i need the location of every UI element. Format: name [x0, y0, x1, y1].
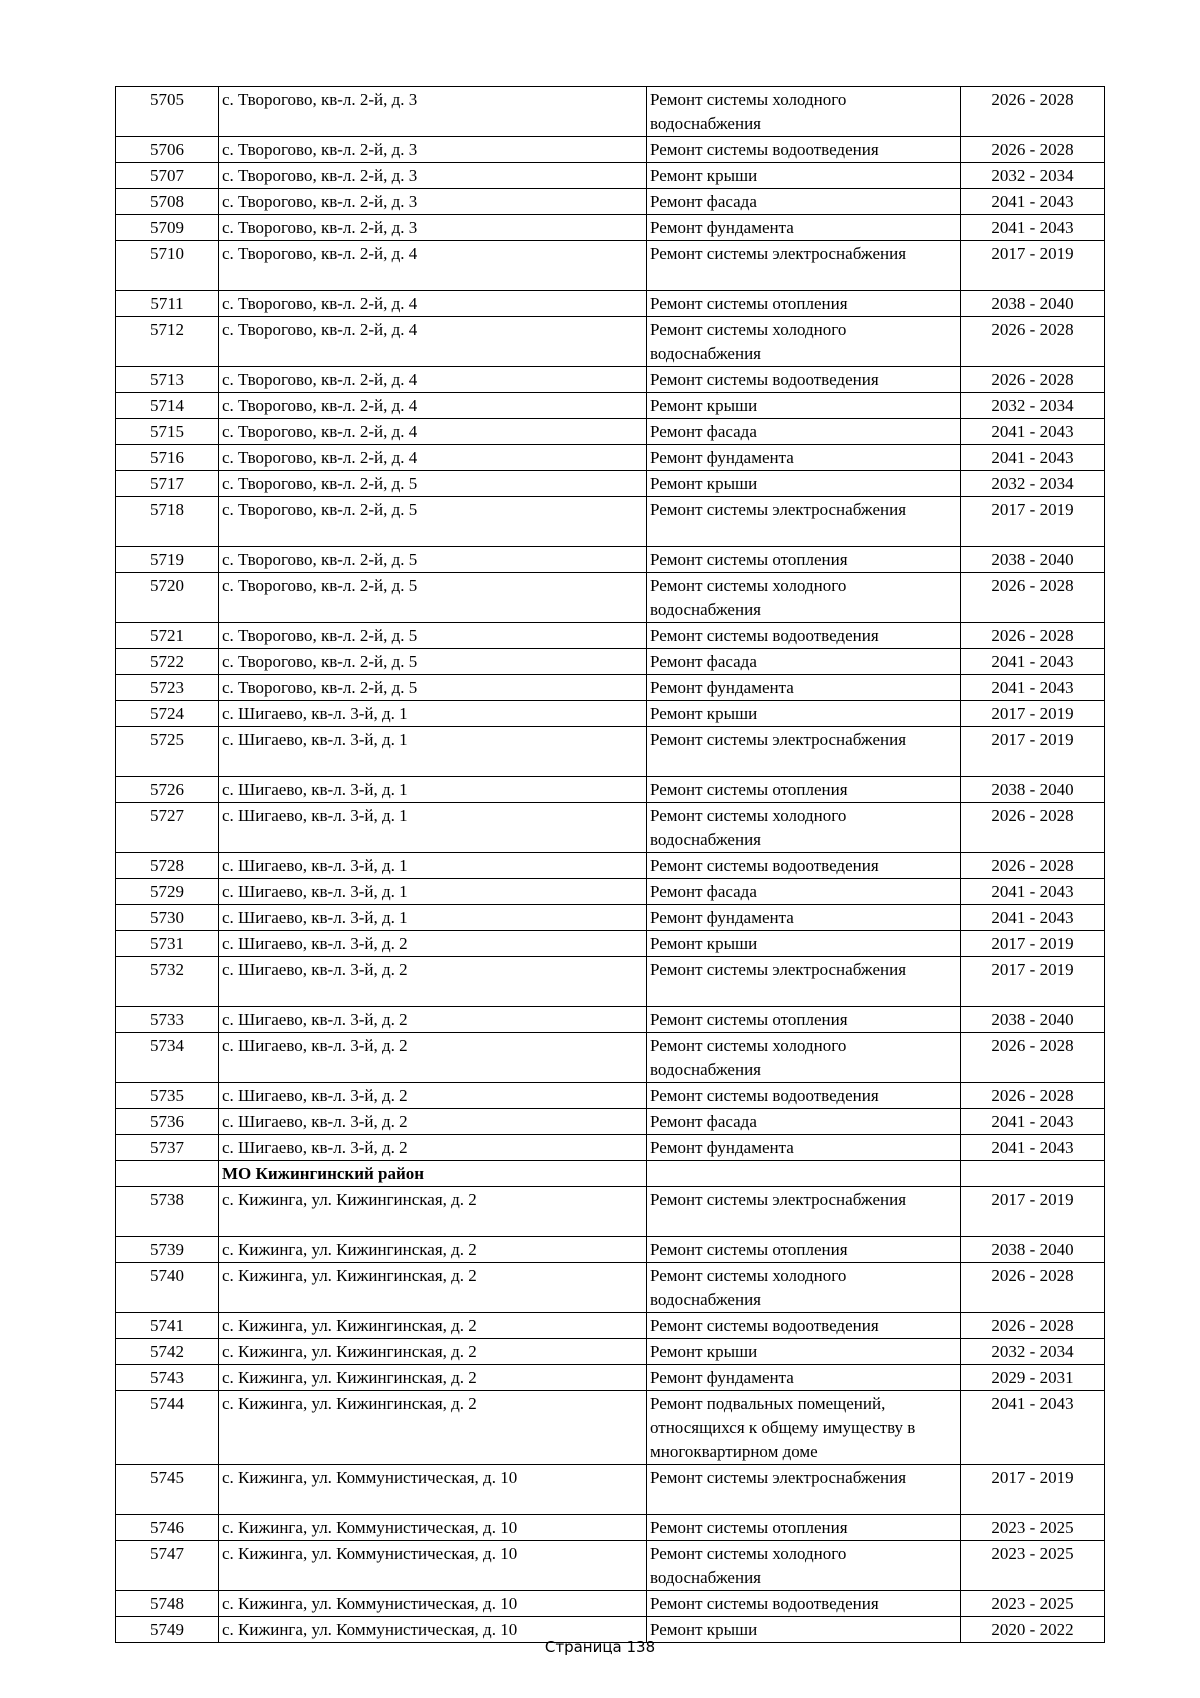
period-cell: 2041 - 2043 [961, 649, 1105, 675]
row-number-cell: 5731 [116, 931, 219, 957]
period-cell [961, 1161, 1105, 1187]
work-type-cell: Ремонт подвальных помещений, относящихся к общему имуществу в многоквартирном доме [647, 1390, 961, 1465]
address-cell: с. Кижинга, ул. Кижингинская, д. 2 [219, 1338, 647, 1364]
address-cell: с. Кижинга, ул. Коммунистическая, д. 10 [219, 1515, 647, 1541]
table-row [116, 471, 1105, 497]
address-cell: с. Шигаево, кв-л. 3-й, д. 2 [219, 1109, 647, 1135]
table-row [116, 87, 1105, 137]
row-number-cell: 5747 [116, 1541, 219, 1591]
work-type-cell: Ремонт системы водоотведения [647, 1312, 961, 1338]
period-cell: 2023 - 2025 [961, 1591, 1105, 1617]
period-cell: 2038 - 2040 [961, 291, 1105, 317]
period-cell: 2041 - 2043 [961, 905, 1105, 931]
address-cell: с. Шигаево, кв-л. 3-й, д. 1 [219, 701, 647, 727]
work-type-cell: Ремонт системы электроснабжения [647, 727, 961, 777]
period-cell: 2026 - 2028 [961, 623, 1105, 649]
table-row [116, 623, 1105, 649]
row-number-cell: 5710 [116, 241, 219, 291]
period-cell: 2017 - 2019 [961, 931, 1105, 957]
work-type-cell: Ремонт крыши [647, 163, 961, 189]
row-number-cell: 5740 [116, 1262, 219, 1312]
period-cell: 2017 - 2019 [961, 701, 1105, 727]
table-row [116, 879, 1105, 905]
table-row [116, 727, 1105, 777]
table-row [116, 1083, 1105, 1109]
table-row [116, 1312, 1105, 1338]
table-row [116, 675, 1105, 701]
page-number: Страница 138 [544, 1638, 656, 1656]
period-cell: 2017 - 2019 [961, 1465, 1105, 1515]
work-type-cell: Ремонт системы холодного водоснабжения [647, 803, 961, 853]
address-cell: с. Творогово, кв-л. 2-й, д. 4 [219, 419, 647, 445]
period-cell: 2041 - 2043 [961, 189, 1105, 215]
table-row [116, 1541, 1105, 1591]
table-row [116, 1591, 1105, 1617]
work-type-cell: Ремонт системы электроснабжения [647, 957, 961, 1007]
address-cell: с. Шигаево, кв-л. 3-й, д. 1 [219, 727, 647, 777]
work-type-cell: Ремонт крыши [647, 1338, 961, 1364]
period-cell: 2041 - 2043 [961, 419, 1105, 445]
work-type-cell: Ремонт крыши [647, 931, 961, 957]
table-row [116, 573, 1105, 623]
work-type-cell: Ремонт системы холодного водоснабжения [647, 317, 961, 367]
address-cell: с. Шигаево, кв-л. 3-й, д. 2 [219, 1083, 647, 1109]
period-cell: 2026 - 2028 [961, 803, 1105, 853]
repair-schedule-table [115, 86, 1105, 1643]
address-cell: с. Кижинга, ул. Кижингинская, д. 2 [219, 1390, 647, 1465]
row-number-cell: 5712 [116, 317, 219, 367]
row-number-cell: 5734 [116, 1033, 219, 1083]
work-type-cell: Ремонт системы электроснабжения [647, 1186, 961, 1236]
row-number-cell: 5737 [116, 1135, 219, 1161]
period-cell: 2023 - 2025 [961, 1541, 1105, 1591]
row-number-cell: 5708 [116, 189, 219, 215]
work-type-cell: Ремонт крыши [647, 471, 961, 497]
period-cell: 2017 - 2019 [961, 957, 1105, 1007]
work-type-cell: Ремонт фасада [647, 189, 961, 215]
table-row [116, 215, 1105, 241]
table-row [116, 1033, 1105, 1083]
work-type-cell: Ремонт фундамента [647, 445, 961, 471]
address-cell: с. Творогово, кв-л. 2-й, д. 4 [219, 241, 647, 291]
work-type-cell: Ремонт крыши [647, 701, 961, 727]
table-row [116, 905, 1105, 931]
period-cell: 2041 - 2043 [961, 879, 1105, 905]
table-row [116, 547, 1105, 573]
work-type-cell: Ремонт системы отопления [647, 777, 961, 803]
row-number-cell: 5720 [116, 573, 219, 623]
address-cell: с. Шигаево, кв-л. 3-й, д. 2 [219, 1033, 647, 1083]
address-cell: с. Творогово, кв-л. 2-й, д. 3 [219, 163, 647, 189]
table-row [116, 1390, 1105, 1465]
row-number-cell: 5713 [116, 367, 219, 393]
work-type-cell: Ремонт системы водоотведения [647, 137, 961, 163]
table-row [116, 189, 1105, 215]
address-cell: с. Творогово, кв-л. 2-й, д. 4 [219, 367, 647, 393]
period-cell: 2026 - 2028 [961, 317, 1105, 367]
table-body [116, 87, 1105, 1643]
row-number-cell: 5709 [116, 215, 219, 241]
work-type-cell: Ремонт фундамента [647, 215, 961, 241]
address-cell: с. Кижинга, ул. Коммунистическая, д. 10 [219, 1617, 647, 1643]
work-type-cell: Ремонт системы электроснабжения [647, 241, 961, 291]
table-row [116, 497, 1105, 547]
work-type-cell: Ремонт фасада [647, 649, 961, 675]
work-type-cell [647, 1161, 961, 1187]
period-cell: 2026 - 2028 [961, 1262, 1105, 1312]
work-type-cell: Ремонт системы отопления [647, 1515, 961, 1541]
period-cell: 2026 - 2028 [961, 1312, 1105, 1338]
period-cell: 2041 - 2043 [961, 1390, 1105, 1465]
row-number-cell: 5722 [116, 649, 219, 675]
period-cell: 2032 - 2034 [961, 163, 1105, 189]
period-cell: 2020 - 2022 [961, 1617, 1105, 1643]
table-row [116, 853, 1105, 879]
period-cell: 2041 - 2043 [961, 445, 1105, 471]
period-cell: 2041 - 2043 [961, 1109, 1105, 1135]
row-number-cell [116, 1161, 219, 1187]
address-cell: с. Творогово, кв-л. 2-й, д. 3 [219, 137, 647, 163]
address-cell: с. Творогово, кв-л. 2-й, д. 5 [219, 547, 647, 573]
table-row [116, 163, 1105, 189]
address-cell: с. Творогово, кв-л. 2-й, д. 5 [219, 649, 647, 675]
work-type-cell: Ремонт системы водоотведения [647, 367, 961, 393]
address-cell: с. Шигаево, кв-л. 3-й, д. 1 [219, 803, 647, 853]
period-cell: 2032 - 2034 [961, 471, 1105, 497]
address-cell: с. Шигаево, кв-л. 3-й, д. 1 [219, 905, 647, 931]
row-number-cell: 5738 [116, 1186, 219, 1236]
row-number-cell: 5732 [116, 957, 219, 1007]
work-type-cell: Ремонт системы отопления [647, 291, 961, 317]
address-cell: с. Шигаево, кв-л. 3-й, д. 2 [219, 1007, 647, 1033]
address-cell: с. Шигаево, кв-л. 3-й, д. 1 [219, 777, 647, 803]
row-number-cell: 5741 [116, 1312, 219, 1338]
period-cell: 2026 - 2028 [961, 853, 1105, 879]
row-number-cell: 5706 [116, 137, 219, 163]
address-cell: с. Шигаево, кв-л. 3-й, д. 1 [219, 879, 647, 905]
work-type-cell: Ремонт крыши [647, 1617, 961, 1643]
table-row [116, 1186, 1105, 1236]
work-type-cell: Ремонт системы водоотведения [647, 623, 961, 649]
row-number-cell: 5736 [116, 1109, 219, 1135]
row-number-cell: 5716 [116, 445, 219, 471]
row-number-cell: 5729 [116, 879, 219, 905]
address-cell: с. Творогово, кв-л. 2-й, д. 3 [219, 87, 647, 137]
work-type-cell: Ремонт фундамента [647, 905, 961, 931]
work-type-cell: Ремонт системы отопления [647, 1236, 961, 1262]
address-cell: с. Кижинга, ул. Кижингинская, д. 2 [219, 1186, 647, 1236]
row-number-cell: 5726 [116, 777, 219, 803]
period-cell: 2041 - 2043 [961, 1135, 1105, 1161]
period-cell: 2041 - 2043 [961, 215, 1105, 241]
address-cell: с. Кижинга, ул. Кижингинская, д. 2 [219, 1262, 647, 1312]
row-number-cell: 5707 [116, 163, 219, 189]
row-number-cell: 5730 [116, 905, 219, 931]
address-cell: с. Кижинга, ул. Кижингинская, д. 2 [219, 1312, 647, 1338]
row-number-cell: 5739 [116, 1236, 219, 1262]
row-number-cell: 5721 [116, 623, 219, 649]
work-type-cell: Ремонт фундамента [647, 1364, 961, 1390]
table-row [116, 1236, 1105, 1262]
work-type-cell: Ремонт системы отопления [647, 547, 961, 573]
period-cell: 2026 - 2028 [961, 573, 1105, 623]
period-cell: 2032 - 2034 [961, 393, 1105, 419]
work-type-cell: Ремонт системы холодного водоснабжения [647, 87, 961, 137]
row-number-cell: 5705 [116, 87, 219, 137]
period-cell: 2017 - 2019 [961, 241, 1105, 291]
period-cell: 2038 - 2040 [961, 1007, 1105, 1033]
address-cell: с. Творогово, кв-л. 2-й, д. 4 [219, 317, 647, 367]
table-row [116, 241, 1105, 291]
row-number-cell: 5719 [116, 547, 219, 573]
address-cell: с. Шигаево, кв-л. 3-й, д. 2 [219, 931, 647, 957]
row-number-cell: 5714 [116, 393, 219, 419]
period-cell: 2017 - 2019 [961, 497, 1105, 547]
address-cell: с. Шигаево, кв-л. 3-й, д. 2 [219, 1135, 647, 1161]
address-cell: с. Творогово, кв-л. 2-й, д. 4 [219, 445, 647, 471]
row-number-cell: 5745 [116, 1465, 219, 1515]
section-header-row [116, 1161, 1105, 1187]
row-number-cell: 5743 [116, 1364, 219, 1390]
work-type-cell: Ремонт системы электроснабжения [647, 497, 961, 547]
address-cell: с. Кижинга, ул. Коммунистическая, д. 10 [219, 1591, 647, 1617]
address-cell: с. Кижинга, ул. Коммунистическая, д. 10 [219, 1465, 647, 1515]
address-cell: с. Шигаево, кв-л. 3-й, д. 1 [219, 853, 647, 879]
work-type-cell: Ремонт фундамента [647, 1135, 961, 1161]
table-row [116, 445, 1105, 471]
row-number-cell: 5723 [116, 675, 219, 701]
table-row [116, 137, 1105, 163]
address-cell: с. Творогово, кв-л. 2-й, д. 5 [219, 497, 647, 547]
period-cell: 2026 - 2028 [961, 1083, 1105, 1109]
table-row [116, 419, 1105, 445]
address-cell: с. Творогово, кв-л. 2-й, д. 3 [219, 215, 647, 241]
work-type-cell: Ремонт фундамента [647, 675, 961, 701]
row-number-cell: 5715 [116, 419, 219, 445]
address-cell: с. Кижинга, ул. Кижингинская, д. 2 [219, 1236, 647, 1262]
work-type-cell: Ремонт системы холодного водоснабжения [647, 1541, 961, 1591]
work-type-cell: Ремонт системы холодного водоснабжения [647, 1262, 961, 1312]
row-number-cell: 5735 [116, 1083, 219, 1109]
period-cell: 2026 - 2028 [961, 137, 1105, 163]
table-row [116, 317, 1105, 367]
work-type-cell: Ремонт системы холодного водоснабжения [647, 573, 961, 623]
work-type-cell: Ремонт системы водоотведения [647, 1591, 961, 1617]
table-row [116, 701, 1105, 727]
address-cell: с. Творогово, кв-л. 2-й, д. 5 [219, 675, 647, 701]
table-row [116, 1262, 1105, 1312]
period-cell: 2038 - 2040 [961, 777, 1105, 803]
period-cell: 2023 - 2025 [961, 1515, 1105, 1541]
table-row [116, 1338, 1105, 1364]
period-cell: 2017 - 2019 [961, 727, 1105, 777]
table-row [116, 777, 1105, 803]
address-cell: с. Шигаево, кв-л. 3-й, д. 2 [219, 957, 647, 1007]
row-number-cell: 5725 [116, 727, 219, 777]
row-number-cell: 5746 [116, 1515, 219, 1541]
row-number-cell: 5724 [116, 701, 219, 727]
row-number-cell: 5718 [116, 497, 219, 547]
work-type-cell: Ремонт системы водоотведения [647, 853, 961, 879]
row-number-cell: 5749 [116, 1617, 219, 1643]
period-cell: 2041 - 2043 [961, 675, 1105, 701]
row-number-cell: 5728 [116, 853, 219, 879]
table-row [116, 803, 1105, 853]
table-row [116, 1515, 1105, 1541]
address-cell: с. Творогово, кв-л. 2-й, д. 4 [219, 291, 647, 317]
work-type-cell: Ремонт фасада [647, 879, 961, 905]
table-row [116, 957, 1105, 1007]
address-cell: с. Кижинга, ул. Кижингинская, д. 2 [219, 1364, 647, 1390]
period-cell: 2029 - 2031 [961, 1364, 1105, 1390]
table-row [116, 1364, 1105, 1390]
table-row [116, 931, 1105, 957]
address-cell: с. Кижинга, ул. Коммунистическая, д. 10 [219, 1541, 647, 1591]
period-cell: 2026 - 2028 [961, 1033, 1105, 1083]
address-cell: с. Творогово, кв-л. 2-й, д. 5 [219, 573, 647, 623]
row-number-cell: 5748 [116, 1591, 219, 1617]
table-row [116, 1007, 1105, 1033]
work-type-cell: Ремонт системы электроснабжения [647, 1465, 961, 1515]
work-type-cell: Ремонт системы отопления [647, 1007, 961, 1033]
work-type-cell: Ремонт системы холодного водоснабжения [647, 1033, 961, 1083]
period-cell: 2017 - 2019 [961, 1186, 1105, 1236]
row-number-cell: 5744 [116, 1390, 219, 1465]
row-number-cell: 5711 [116, 291, 219, 317]
table-row [116, 1135, 1105, 1161]
table-row [116, 1465, 1105, 1515]
row-number-cell: 5742 [116, 1338, 219, 1364]
address-cell: с. Творогово, кв-л. 2-й, д. 4 [219, 393, 647, 419]
work-type-cell: Ремонт фасада [647, 1109, 961, 1135]
address-cell: с. Творогово, кв-л. 2-й, д. 5 [219, 623, 647, 649]
table-row [116, 393, 1105, 419]
address-cell: МО Кижингинский район [219, 1161, 647, 1187]
period-cell: 2032 - 2034 [961, 1338, 1105, 1364]
row-number-cell: 5717 [116, 471, 219, 497]
address-cell: с. Творогово, кв-л. 2-й, д. 3 [219, 189, 647, 215]
period-cell: 2026 - 2028 [961, 87, 1105, 137]
work-type-cell: Ремонт фасада [647, 419, 961, 445]
address-cell: с. Творогово, кв-л. 2-й, д. 5 [219, 471, 647, 497]
period-cell: 2038 - 2040 [961, 547, 1105, 573]
table-row [116, 1109, 1105, 1135]
work-type-cell: Ремонт крыши [647, 393, 961, 419]
period-cell: 2026 - 2028 [961, 367, 1105, 393]
table-row [116, 367, 1105, 393]
work-type-cell: Ремонт системы водоотведения [647, 1083, 961, 1109]
row-number-cell: 5733 [116, 1007, 219, 1033]
table-row [116, 649, 1105, 675]
period-cell: 2038 - 2040 [961, 1236, 1105, 1262]
row-number-cell: 5727 [116, 803, 219, 853]
table-row [116, 291, 1105, 317]
